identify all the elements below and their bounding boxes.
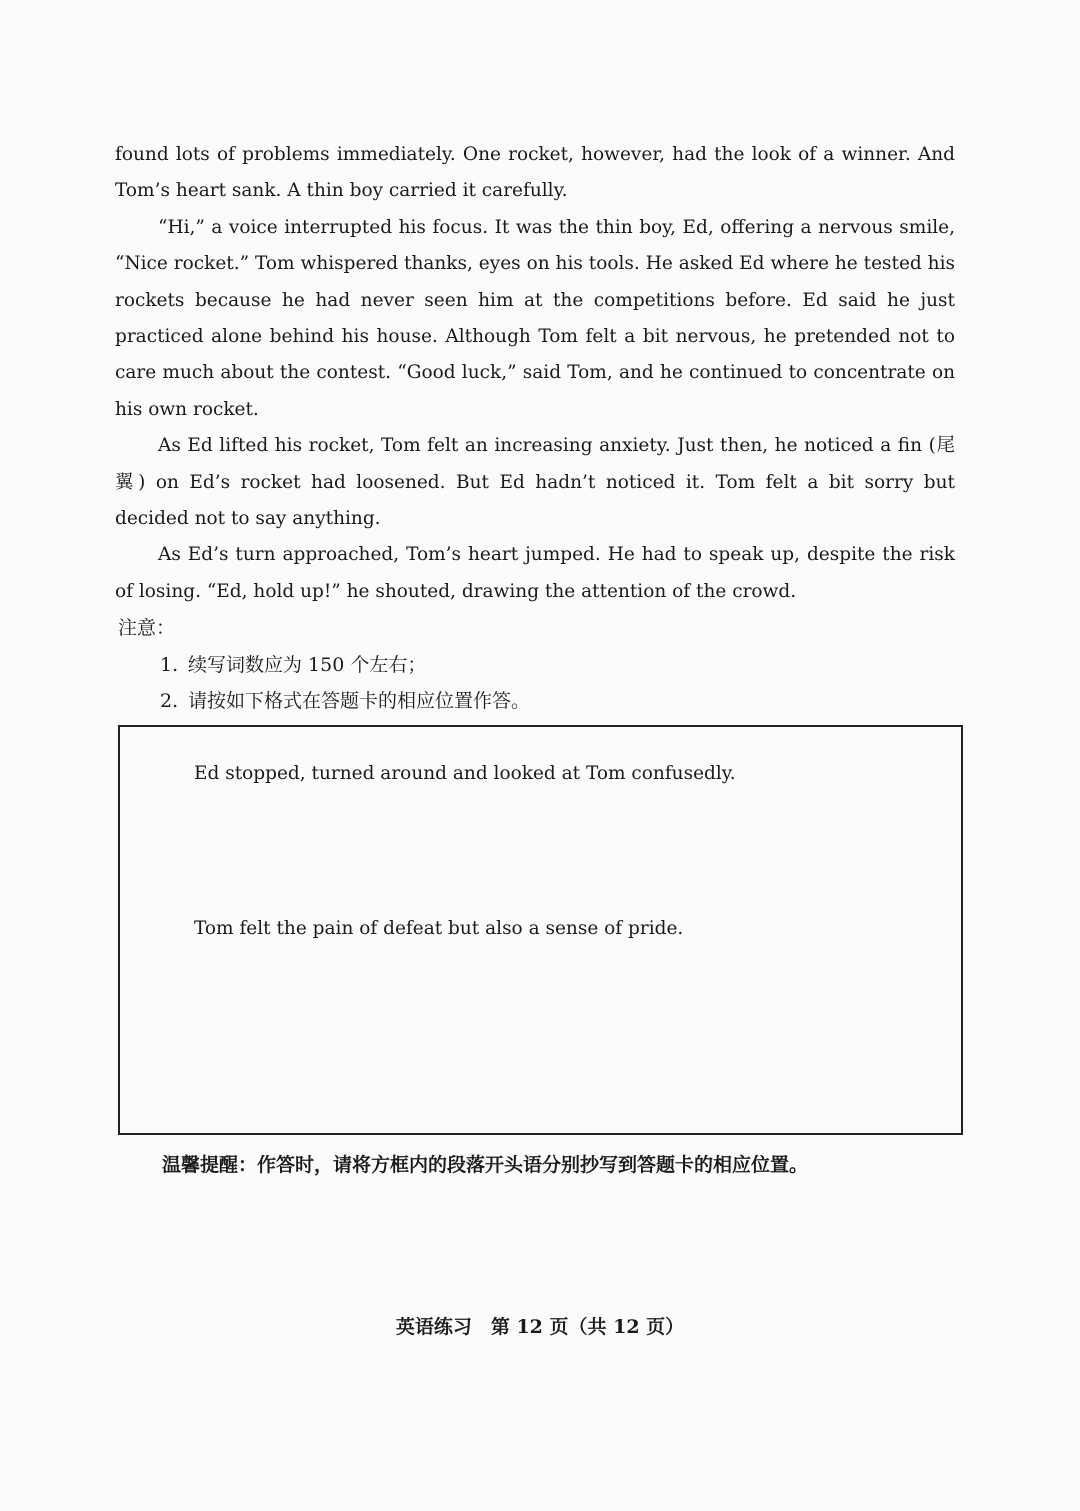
instruction-number: 1. <box>160 653 179 676</box>
reminder-note: 温馨提醒：作答时，请将方框内的段落开头语分别抄写到答题卡的相应位置。 <box>162 1154 809 1176</box>
instruction-number: 2. <box>160 690 179 712</box>
instructions-heading: 注意： <box>118 617 176 639</box>
instructions <box>118 610 958 720</box>
story-paragraph-1: found lots of problems immediately. One rocket, however, had the look of a winner. And Tom’s heart sank. A thin boy carried it carefully. <box>115 144 955 202</box>
instruction-text: 续写词数应为 150 个左右； <box>188 653 427 676</box>
answer-box <box>118 725 963 1135</box>
instruction-item <box>118 647 958 684</box>
story-paragraph-3: As Ed lifted his rocket, Tom felt an increasing anxiety. Just then, he noticed a fin (尾翼) on Ed’s rocket had loosened. But Ed hadn’t noticed it. Tom felt a bit sorry but decided not to say anything. <box>115 435 955 530</box>
story-paragraph-2: “Hi,” a voice interrupted his focus. It was the thin boy, Ed, offering a nervous smile, “Nice rocket.” Tom whispered thanks, eyes on his tools. He asked Ed where he tested his rockets because he had never seen him at the competitions before. Ed said he just practiced alone behind his house. Although Tom felt a bit nervous, he pretended not to care much about the contest. “Good luck,” said Tom, and he continued to concentrate on his own rocket. <box>115 216 955 420</box>
story-paragraph-4: As Ed’s turn approached, Tom’s heart jumped. He had to speak up, despite the risk of losing. “Ed, hold up!” he shouted, drawing the attention of the crowd. <box>115 544 955 602</box>
paragraph-starter-2: Tom felt the pain of defeat but also a sense of pride. <box>194 918 684 939</box>
paragraph-starter-1: Ed stopped, turned around and looked at Tom confusedly. <box>194 763 736 784</box>
instruction-item <box>118 683 958 720</box>
page-footer: 英语练习 第 12 页（共 12 页） <box>395 1316 685 1338</box>
instruction-text: 请按如下格式在答题卡的相应位置作答。 <box>188 690 531 712</box>
instructions-list <box>118 647 958 720</box>
story-passage <box>115 137 955 610</box>
